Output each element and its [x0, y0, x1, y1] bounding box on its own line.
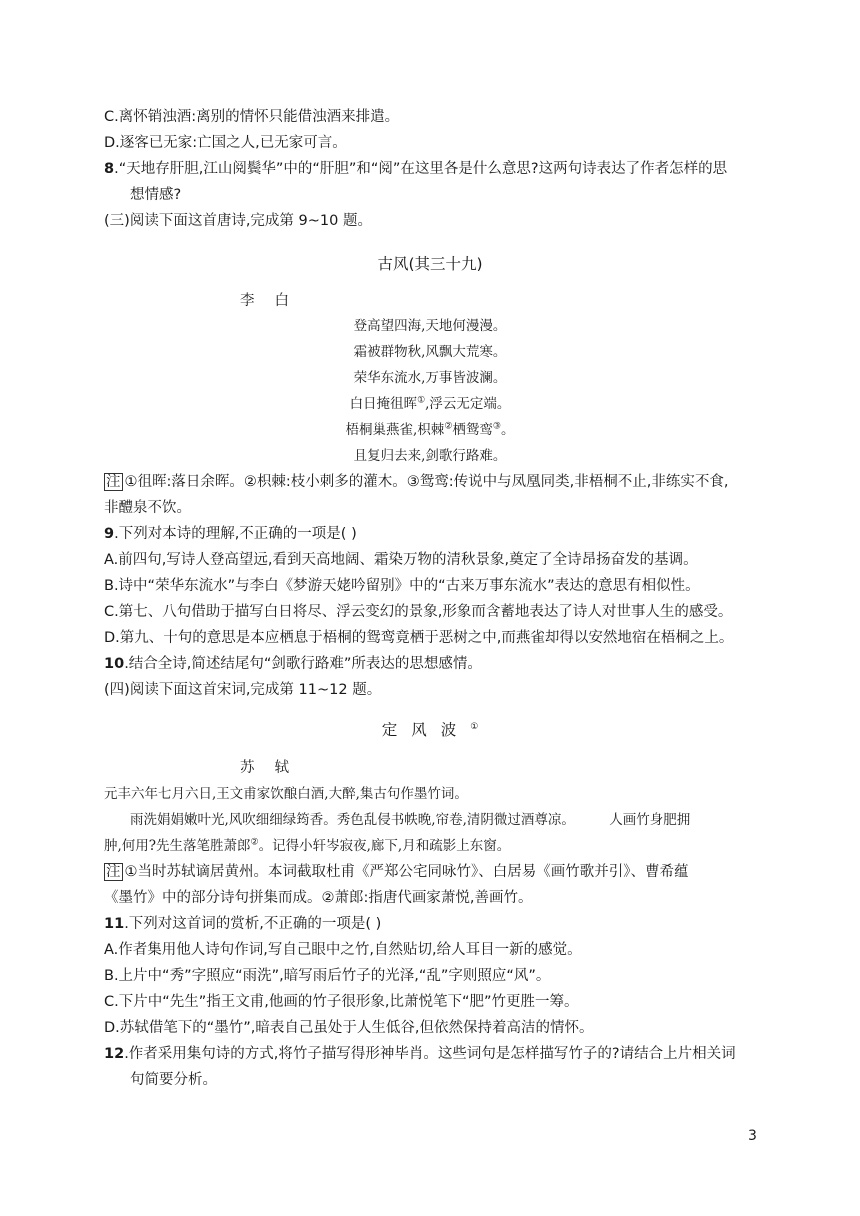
poem-line-part: 白日掩徂晖 — [349, 396, 418, 412]
poem-2-body-line-1: 雨洗娟娟嫩叶光,风吹细细绿筠香。秀色乱侵书帙晚,帘卷,清阴微过酒尊凉。 人画竹身肥拥 — [130, 812, 691, 828]
question-10-stem: .结合全诗,简述结尾句“剑歌行路难”所表达的思想感情。 — [124, 656, 482, 672]
poem-2-title-text: 定风波 — [381, 721, 471, 739]
poem-1-title: 古风(其三十九) — [377, 255, 483, 273]
poem-line-part: 肿,何用?先生落笔胜萧郎 — [104, 838, 251, 854]
poem-line-part: 栖鸳鸾 — [452, 422, 493, 438]
question-9-option-c: C.第七、八句借助于描写白日将尽、浮云变幻的景象,形象而含蓄地表达了诗人对世事人生的感受。 — [104, 604, 733, 620]
question-number: 8 — [104, 161, 115, 177]
note-marker: 注 — [106, 474, 121, 490]
question-8-stem: .“天地存肝胆,江山阅鬓华”中的“肝胆”和“阅”在这里各是什么意思?这两句诗表达了作者怎样的思 — [114, 161, 728, 177]
poem-2-note-cont: 《墨竹》中的部分诗句拼集而成。②萧郎:指唐代画家萧悦,善画竹。 — [104, 890, 533, 906]
question-10 — [104, 654, 764, 674]
question-11 — [104, 914, 764, 934]
poem-line-part: ,浮云无定端。 — [425, 396, 511, 412]
question-11-option-d: D.苏轼借笔下的“墨竹”,暗表自己虽处于人生低谷,但依然保持着高洁的情怀。 — [104, 1020, 594, 1036]
question-9 — [104, 524, 764, 544]
poem-2-title — [0, 720, 860, 740]
footnote-marker: ③ — [492, 421, 501, 432]
footnote-marker: ① — [470, 721, 479, 732]
section-4-heading: (四)阅读下面这首宋词,完成第 11~12 题。 — [104, 682, 382, 698]
footnote-marker: ② — [250, 837, 259, 848]
poem-1-line-1: 登高望四海,天地何漫漫。 — [353, 318, 507, 334]
footnote-marker: ① — [417, 395, 426, 406]
question-8-stem-cont: 想情感? — [130, 187, 182, 203]
section-3-heading: (三)阅读下面这首唐诗,完成第 9~10 题。 — [104, 213, 372, 229]
question-9-option-d: D.第九、十句的意思是本应栖息于梧桐的鸳鸾竟栖于恶树之中,而燕雀却得以安然地宿在梧桐之上。 — [104, 630, 734, 646]
question-number: 9 — [104, 526, 115, 542]
poem-1-line-4 — [0, 394, 860, 414]
note-text: ①徂晖:落日余晖。②枳棘:枝小刺多的灌木。③鸳鸾:传说中与凤凰同类,非梧桐不止,非练实不食, — [124, 474, 729, 490]
poem-2-note — [104, 862, 764, 882]
poem-1-author: 李白 — [240, 293, 309, 309]
poem-1-note — [104, 472, 764, 492]
question-11-option-b: B.上片中“秀”字照应“雨洗”,暗写雨后竹子的光泽,“乱”字则照应“风”。 — [104, 968, 551, 984]
poem-2-author: 苏轼 — [240, 760, 309, 776]
poem-1-line-5 — [0, 420, 860, 440]
question-9-option-a: A.前四句,写诗人登高望远,看到天高地阔、霜染万物的清秋景象,奠定了全诗昂扬奋发的基调。 — [104, 552, 698, 568]
question-12-stem: .作者采用集句诗的方式,将竹子描写得形神毕肖。这些词句是怎样描写竹子的?请结合上片相关词 — [124, 1046, 736, 1062]
note-text: ①当时苏轼谪居黄州。本词截取杜甫《严郑公宅同咏竹》、白居易《画竹歌并引》、曹希蕴 — [124, 864, 689, 880]
poem-1-line-6: 且复归去来,剑歌行路难。 — [353, 448, 507, 464]
question-number: 10 — [104, 656, 125, 672]
option-c-text: C.离怀销浊酒:离别的情怀只能借浊酒来排遣。 — [104, 109, 400, 125]
question-9-stem: .下列对本诗的理解,不正确的一项是( ) — [114, 526, 357, 542]
question-12 — [104, 1044, 764, 1064]
question-8 — [104, 159, 764, 179]
question-9-option-b: B.诗中“荣华东流水”与李白《梦游天姥吟留别》中的“古来万事东流水”表达的意思有相似性。 — [104, 578, 700, 594]
poem-line-part: 梧桐巢燕雀,枳棘 — [345, 422, 445, 438]
poem-1-line-2: 霜被群物秋,风飘大荒寒。 — [353, 344, 507, 360]
poem-2-body-line-2 — [104, 836, 764, 856]
poem-line-part: 。 — [500, 422, 515, 438]
note-marker: 注 — [106, 864, 121, 880]
question-number: 11 — [104, 916, 125, 932]
question-number: 12 — [104, 1046, 125, 1062]
question-12-stem-cont: 句简要分析。 — [130, 1072, 217, 1088]
poem-1-note-cont: 非醴泉不饮。 — [104, 500, 191, 516]
page-number: 3 — [748, 1128, 757, 1144]
poem-2-preface: 元丰六年七月六日,王文甫家饮酿白酒,大醉,集古句作墨竹词。 — [104, 786, 468, 802]
question-11-stem: .下列对这首词的赏析,不正确的一项是( ) — [124, 916, 382, 932]
option-d-text: D.逐客已无家:亡国之人,已无家可言。 — [104, 135, 347, 151]
question-11-option-a: A.作者集用他人诗句作词,写自己眼中之竹,自然贴切,给人耳目一新的感觉。 — [104, 942, 582, 958]
poem-1-line-3: 荣华东流水,万事皆波澜。 — [353, 370, 507, 386]
footnote-marker: ② — [444, 421, 453, 432]
poem-line-part: 。记得小轩岑寂夜,廊下,月和疏影上东窗。 — [258, 838, 511, 854]
question-11-option-c: C.下片中“先生”指王文甫,他画的竹子很形象,比萧悦笔下“肥”竹更胜一筹。 — [104, 994, 579, 1010]
